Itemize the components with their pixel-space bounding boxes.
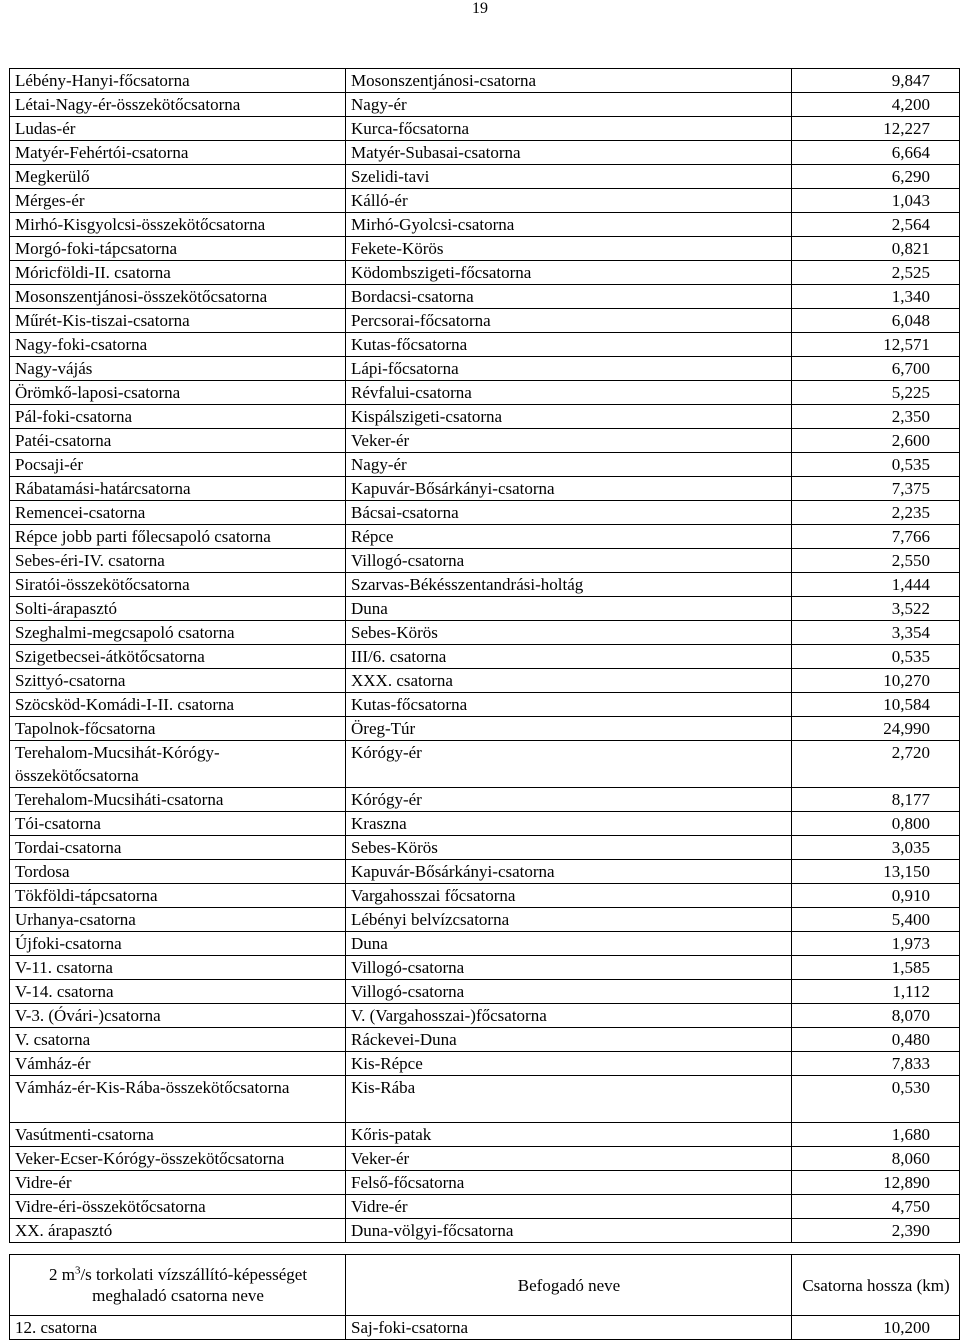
- canal-length-cell: 6,700: [792, 357, 960, 381]
- canal-name-cell: 12. csatorna: [10, 1316, 346, 1340]
- table-row: [10, 884, 960, 908]
- canal-length-cell: 3,354: [792, 621, 960, 645]
- table-row: [10, 573, 960, 597]
- canal-length-cell: 1,585: [792, 956, 960, 980]
- canal-name-cell: V-14. csatorna: [10, 980, 346, 1004]
- canal-length-cell: 0,480: [792, 1028, 960, 1052]
- receiver-name-cell: Kutas-főcsatorna: [346, 693, 792, 717]
- table-row: [10, 309, 960, 333]
- canal-name-cell: Remencei-csatorna: [10, 501, 346, 525]
- table-row: [10, 405, 960, 429]
- canal-name-cell: Mérges-ér: [10, 189, 346, 213]
- receiver-name-cell: Fekete-Körös: [346, 237, 792, 261]
- table-row: [10, 693, 960, 717]
- canal-length-cell: 0,821: [792, 237, 960, 261]
- canal-name-cell: Nagy-foki-csatorna: [10, 333, 346, 357]
- table-row: [10, 1147, 960, 1171]
- receiver-name-cell: III/6. csatorna: [346, 645, 792, 669]
- canal-length-cell: 2,564: [792, 213, 960, 237]
- receiver-name-cell: Veker-ér: [346, 429, 792, 453]
- canal-length-cell: 3,035: [792, 836, 960, 860]
- table-row: [10, 93, 960, 117]
- receiver-name-cell: V. (Vargahosszai-)főcsatorna: [346, 1004, 792, 1028]
- canal-length-cell: 4,750: [792, 1195, 960, 1219]
- canal-name-cell: Urhanya-csatorna: [10, 908, 346, 932]
- table-row: [10, 932, 960, 956]
- receiver-name-cell: Villogó-csatorna: [346, 956, 792, 980]
- receiver-name-cell: Kőris-patak: [346, 1123, 792, 1147]
- canal-name-cell: Szittyó-csatorna: [10, 669, 346, 693]
- table-row: [10, 1004, 960, 1028]
- receiver-name-cell: XXX. csatorna: [346, 669, 792, 693]
- table-row: [10, 261, 960, 285]
- table-row: [10, 788, 960, 812]
- canal-name-cell: Műrét-Kis-tiszai-csatorna: [10, 309, 346, 333]
- header-canal-name-post: /s torkolati vízszállító-képességet meghaladó csatorna neve: [80, 1265, 308, 1305]
- canal-name-cell: Tökföldi-tápcsatorna: [10, 884, 346, 908]
- canal-length-cell: 13,150: [792, 860, 960, 884]
- canal-name-cell: Tói-csatorna: [10, 812, 346, 836]
- header-canal-name-pre: 2 m: [48, 1265, 75, 1284]
- canal-table-body: [10, 69, 960, 1243]
- canal-length-cell: 1,043: [792, 189, 960, 213]
- receiver-name-cell: Kutas-főcsatorna: [346, 333, 792, 357]
- table-row: [10, 429, 960, 453]
- receiver-name-cell: Répce: [346, 525, 792, 549]
- canal-name-cell: Répce jobb parti főlecsapoló csatorna: [10, 525, 346, 549]
- canal-table: [9, 68, 960, 1243]
- canal-name-cell: Létai-Nagy-ér-összekötőcsatorna: [10, 93, 346, 117]
- canal-name-cell: Tordai-csatorna: [10, 836, 346, 860]
- canal-name-cell: Vidre-ér: [10, 1171, 346, 1195]
- canal-length-cell: 2,390: [792, 1219, 960, 1243]
- canal-name-cell: Szöcsköd-Komádi-I-II. csatorna: [10, 693, 346, 717]
- receiver-name-cell: Nagy-ér: [346, 93, 792, 117]
- table-row: [10, 381, 960, 405]
- table-row: [10, 908, 960, 932]
- header-row: [10, 1255, 960, 1316]
- canal-name-cell: Vidre-éri-összekötőcsatorna: [10, 1195, 346, 1219]
- canal-name-cell: Lébény-Hanyi-főcsatorna: [10, 69, 346, 93]
- receiver-name-cell: Bordacsi-csatorna: [346, 285, 792, 309]
- canal-name-cell: Mirhó-Kisgyolcsi-összekötőcsatorna: [10, 213, 346, 237]
- canal-name-cell: XX. árapasztó: [10, 1219, 346, 1243]
- receiver-name-cell: Nagy-ér: [346, 453, 792, 477]
- receiver-name-cell: Révfalui-csatorna: [346, 381, 792, 405]
- receiver-name-cell: Öreg-Túr: [346, 717, 792, 741]
- table-row: [10, 117, 960, 141]
- table-row: [10, 141, 960, 165]
- table-row: [10, 501, 960, 525]
- canal-name-cell: Sebes-éri-IV. csatorna: [10, 549, 346, 573]
- table-row: [10, 165, 960, 189]
- receiver-name-cell: Vidre-ér: [346, 1195, 792, 1219]
- canal-length-cell: 7,375: [792, 477, 960, 501]
- canal-length-cell: 6,664: [792, 141, 960, 165]
- canal-length-cell: 8,070: [792, 1004, 960, 1028]
- canal-length-cell: 12,890: [792, 1171, 960, 1195]
- receiver-name-cell: Kapuvár-Bősárkányi-csatorna: [346, 860, 792, 884]
- receiver-name-cell: Kis-Répce: [346, 1052, 792, 1076]
- canal-length-cell: 5,400: [792, 908, 960, 932]
- canal-name-cell: Vámház-ér-Kis-Rába-összekötőcsatorna: [10, 1076, 346, 1123]
- canal-name-cell: Matyér-Fehértói-csatorna: [10, 141, 346, 165]
- canal-name-cell: Szeghalmi-megcsapoló csatorna: [10, 621, 346, 645]
- table-row: [10, 1316, 960, 1340]
- receiver-name-cell: Mosonszentjánosi-csatorna: [346, 69, 792, 93]
- canal-length-cell: 1,973: [792, 932, 960, 956]
- receiver-name-cell: Duna: [346, 932, 792, 956]
- canal-name-cell: Patéi-csatorna: [10, 429, 346, 453]
- table-row: [10, 836, 960, 860]
- canal-name-cell: Solti-árapasztó: [10, 597, 346, 621]
- receiver-name-cell: Mirhó-Gyolcsi-csatorna: [346, 213, 792, 237]
- table-row: [10, 860, 960, 884]
- canal-length-cell: 12,227: [792, 117, 960, 141]
- canal-name-cell: Móricföldi-II. csatorna: [10, 261, 346, 285]
- receiver-name-cell: Kraszna: [346, 812, 792, 836]
- canal-length-cell: 2,600: [792, 429, 960, 453]
- canal-length-cell: 5,225: [792, 381, 960, 405]
- canal-name-cell: Megkerülő: [10, 165, 346, 189]
- canal-name-cell: Mosonszentjánosi-összekötőcsatorna: [10, 285, 346, 309]
- table-row: [10, 669, 960, 693]
- receiver-name-cell: Ráckevei-Duna: [346, 1028, 792, 1052]
- table-row: [10, 549, 960, 573]
- canal-name-cell: Pál-foki-csatorna: [10, 405, 346, 429]
- header-receiver-name: Befogadó neve: [346, 1255, 792, 1316]
- table-row: [10, 285, 960, 309]
- receiver-name-cell: Villogó-csatorna: [346, 980, 792, 1004]
- canal-length-cell: 7,766: [792, 525, 960, 549]
- canal-length-cell: 2,350: [792, 405, 960, 429]
- canal-length-cell: 12,571: [792, 333, 960, 357]
- table-row: [10, 597, 960, 621]
- canal-length-cell: 9,847: [792, 69, 960, 93]
- table-row: [10, 69, 960, 93]
- table-row: [10, 189, 960, 213]
- canal-name-cell: Újfoki-csatorna: [10, 932, 346, 956]
- canal-name-cell: Ludas-ér: [10, 117, 346, 141]
- table-row: [10, 717, 960, 741]
- canal-name-cell: Tordosa: [10, 860, 346, 884]
- canal-length-cell: 3,522: [792, 597, 960, 621]
- table-row: [10, 980, 960, 1004]
- table-row: [10, 812, 960, 836]
- canal-name-cell: Terehalom-Mucsihát-Kórógy-összekötőcsatorna: [10, 741, 346, 788]
- receiver-name-cell: Sebes-Körös: [346, 621, 792, 645]
- canal-length-cell: 0,530: [792, 1076, 960, 1123]
- canal-length-cell: 0,535: [792, 645, 960, 669]
- canal-length-cell: 0,535: [792, 453, 960, 477]
- receiver-name-cell: Sebes-Körös: [346, 836, 792, 860]
- table-row: [10, 453, 960, 477]
- canal-length-cell: 4,200: [792, 93, 960, 117]
- receiver-name-cell: Szarvas-Békésszentandrási-holtág: [346, 573, 792, 597]
- receiver-name-cell: Felső-főcsatorna: [346, 1171, 792, 1195]
- canal-length-cell: 24,990: [792, 717, 960, 741]
- table-row: [10, 1123, 960, 1147]
- table-row: [10, 477, 960, 501]
- table-row: [10, 525, 960, 549]
- receiver-name-cell: Lébényi belvízcsatorna: [346, 908, 792, 932]
- receiver-name-cell: Kórógy-ér: [346, 788, 792, 812]
- receiver-name-cell: Matyér-Subasai-csatorna: [346, 141, 792, 165]
- receiver-name-cell: Szelidi-tavi: [346, 165, 792, 189]
- receiver-name-cell: Villogó-csatorna: [346, 549, 792, 573]
- canal-name-cell: Örömkő-laposi-csatorna: [10, 381, 346, 405]
- canal-name-cell: Veker-Ecser-Kórógy-összekötőcsatorna: [10, 1147, 346, 1171]
- table-row: [10, 1052, 960, 1076]
- canal-length-cell: 8,060: [792, 1147, 960, 1171]
- receiver-name-cell: Kispálszigeti-csatorna: [346, 405, 792, 429]
- canal-name-cell: Tapolnok-főcsatorna: [10, 717, 346, 741]
- table-row: [10, 237, 960, 261]
- table-row: [10, 621, 960, 645]
- table-row: [10, 956, 960, 980]
- canal-length-cell: 6,048: [792, 309, 960, 333]
- page-number: 19: [472, 0, 488, 17]
- canal-length-cell: 2,525: [792, 261, 960, 285]
- receiver-name-cell: Percsorai-főcsatorna: [346, 309, 792, 333]
- canal-length-cell: 0,800: [792, 812, 960, 836]
- canal-length-cell: 1,680: [792, 1123, 960, 1147]
- table-row: [10, 645, 960, 669]
- canal-name-cell: V-3. (Óvári-)csatorna: [10, 1004, 346, 1028]
- canal-length-cell: 2,550: [792, 549, 960, 573]
- canal-length-cell: 1,340: [792, 285, 960, 309]
- table-row: [10, 741, 960, 788]
- receiver-name-cell: Duna-völgyi-főcsatorna: [346, 1219, 792, 1243]
- table-row: [10, 213, 960, 237]
- canal-length-cell: 10,270: [792, 669, 960, 693]
- canal-name-cell: Nagy-vájás: [10, 357, 346, 381]
- canal-length-cell: 1,112: [792, 980, 960, 1004]
- receiver-name-cell: Lápi-főcsatorna: [346, 357, 792, 381]
- header-canal-name: [10, 1255, 346, 1316]
- canal-length-cell: 0,910: [792, 884, 960, 908]
- canal-name-cell: V. csatorna: [10, 1028, 346, 1052]
- canal-name-cell: Rábatamási-határcsatorna: [10, 477, 346, 501]
- canal-name-cell: Vámház-ér: [10, 1052, 346, 1076]
- table-row: [10, 1028, 960, 1052]
- canal-length-cell: 8,177: [792, 788, 960, 812]
- canal-length-cell: 2,720: [792, 741, 960, 788]
- receiver-name-cell: Kis-Rába: [346, 1076, 792, 1123]
- receiver-name-cell: Bácsai-csatorna: [346, 501, 792, 525]
- canal-name-cell: Siratói-összekötőcsatorna: [10, 573, 346, 597]
- table-row: [10, 357, 960, 381]
- canal-name-cell: Vasútmenti-csatorna: [10, 1123, 346, 1147]
- receiver-name-cell: Veker-ér: [346, 1147, 792, 1171]
- receiver-name-cell: Vargahosszai főcsatorna: [346, 884, 792, 908]
- receiver-name-cell: Kálló-ér: [346, 189, 792, 213]
- canal-length-cell: 10,584: [792, 693, 960, 717]
- table-row: [10, 333, 960, 357]
- canal-name-cell: Terehalom-Mucsiháti-csatorna: [10, 788, 346, 812]
- table-row: [10, 1171, 960, 1195]
- receiver-name-cell: Ködombszigeti-főcsatorna: [346, 261, 792, 285]
- table-row: [10, 1195, 960, 1219]
- canal-length-cell: 1,444: [792, 573, 960, 597]
- receiver-name-cell: Duna: [346, 597, 792, 621]
- canal-length-cell: 2,235: [792, 501, 960, 525]
- canal-name-cell: Morgó-foki-tápcsatorna: [10, 237, 346, 261]
- canal-length-cell: 7,833: [792, 1052, 960, 1076]
- canal-length-cell: 10,200: [792, 1316, 960, 1340]
- header-canal-length: Csatorna hossza (km): [792, 1255, 960, 1316]
- canal-header-table: [9, 1254, 960, 1340]
- receiver-name-cell: Kapuvár-Bősárkányi-csatorna: [346, 477, 792, 501]
- table-row: [10, 1076, 960, 1123]
- receiver-name-cell: Kurca-főcsatorna: [346, 117, 792, 141]
- canal-name-cell: V-11. csatorna: [10, 956, 346, 980]
- receiver-name-cell: Saj-foki-csatorna: [346, 1316, 792, 1340]
- receiver-name-cell: Kórógy-ér: [346, 741, 792, 788]
- canal-length-cell: 6,290: [792, 165, 960, 189]
- header-canal-name-sup: 3: [74, 1264, 81, 1277]
- canal-name-cell: Szigetbecsei-átkötőcsatorna: [10, 645, 346, 669]
- canal-name-cell: Pocsaji-ér: [10, 453, 346, 477]
- table-row: [10, 1219, 960, 1243]
